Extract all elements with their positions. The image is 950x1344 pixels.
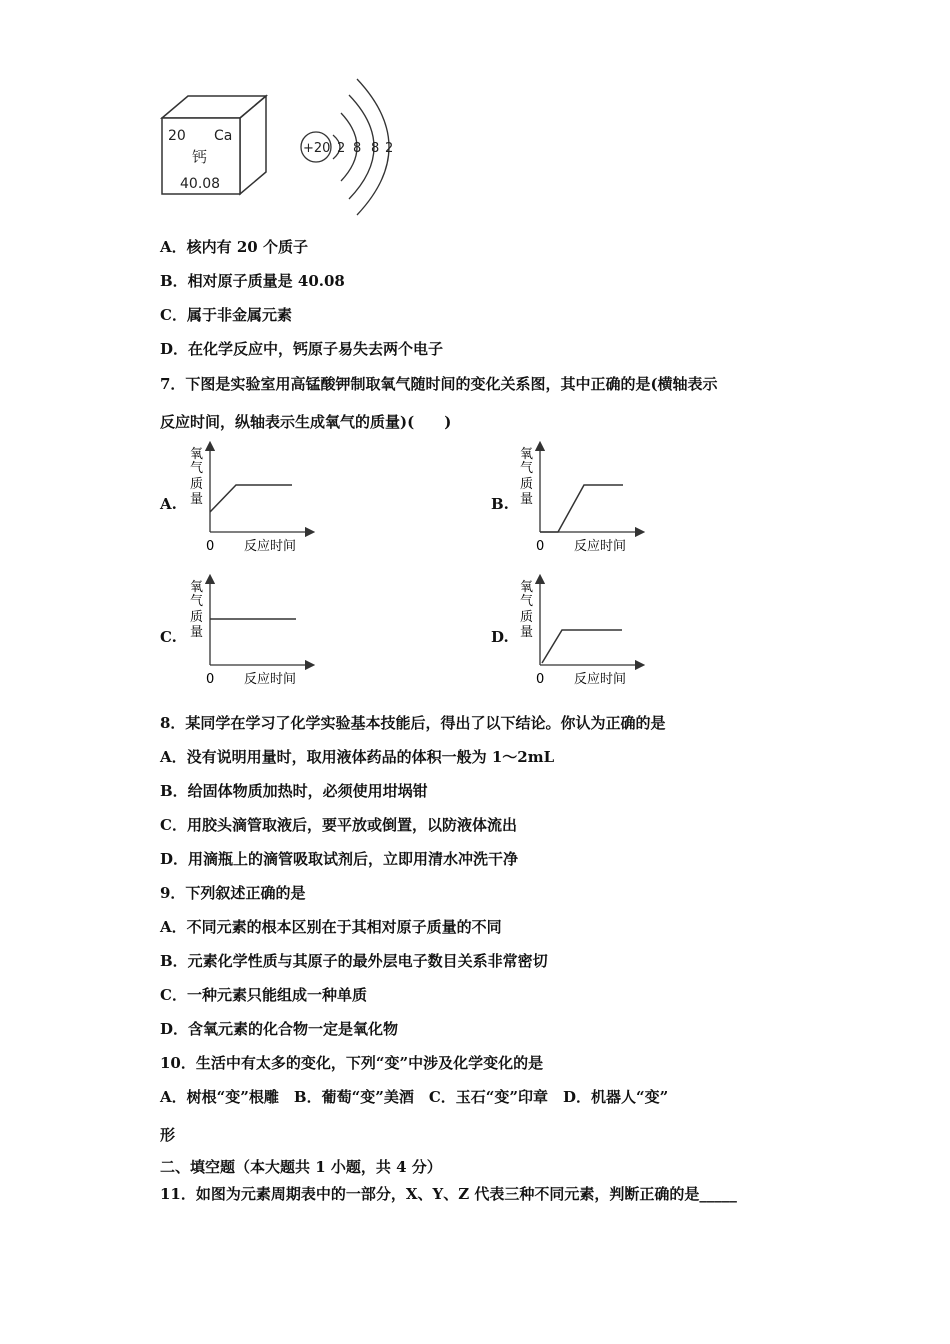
- graph-b-y-label: 质: [520, 477, 534, 492]
- graph-b-y-label: 气: [520, 461, 534, 476]
- q8-option-c: C．用胶头滴管取液后，要平放或倒置，以防液体流出: [160, 816, 517, 834]
- calcium-element-card: [158, 92, 270, 198]
- q9-option-a: A．不同元素的根本区别在于其相对原子质量的不同: [160, 918, 502, 936]
- q9-option-d: D．含氧元素的化合物一定是氧化物: [160, 1020, 399, 1038]
- shell-4-electrons: 2: [385, 141, 394, 156]
- graph-b-origin: 0: [536, 539, 545, 554]
- q6-option-c: C．属于非金属元素: [160, 306, 292, 324]
- q6-option-d: D．在化学反应中，钙原子易失去两个电子: [160, 340, 444, 358]
- q10-stem: 10．生活中有太多的变化，下列“变”中涉及化学变化的是: [160, 1054, 544, 1072]
- q8-stem: 8．某同学在学习了化学实验基本技能后，得出了以下结论。你认为正确的是: [160, 714, 666, 732]
- graph-a-y-label: 气: [190, 461, 204, 476]
- graph-a-label: A.: [160, 495, 177, 513]
- graph-c-label: C.: [160, 628, 177, 646]
- q7-stem-line2: 反应时间，纵轴表示生成氧气的质量)( ): [160, 413, 452, 431]
- graph-c: [180, 573, 320, 691]
- graph-d-origin: 0: [536, 672, 545, 687]
- graph-d-y-label: 氧: [520, 580, 534, 595]
- graph-b-y-label: 氧: [520, 447, 534, 462]
- graph-b-curve: [540, 485, 623, 532]
- graph-c-y-label: 气: [190, 594, 204, 609]
- q6-option-b: B．相对原子质量是 40.08: [160, 272, 345, 290]
- graph-d-y-label: 量: [520, 625, 534, 640]
- graph-b-label: B.: [491, 495, 509, 513]
- q8-option-d: D．用滴瓶上的滴管吸取试剂后，立即用清水冲洗干净: [160, 850, 519, 868]
- shell-2-electrons: 8: [353, 141, 362, 156]
- graph-d-curve: [542, 630, 622, 663]
- q9-option-c: C．一种元素只能组成一种单质: [160, 986, 367, 1004]
- graph-c-origin: 0: [206, 672, 215, 687]
- element-symbol: Ca: [214, 128, 233, 144]
- shell-1-electrons: 2: [337, 141, 346, 156]
- q9-option-b: B．元素化学性质与其原子的最外层电子数目关系非常密切: [160, 952, 548, 970]
- graph-a-x-label: 反应时间: [244, 539, 297, 554]
- q11-stem: 11．如图为元素周期表中的一部分，X、Y、Z 代表三种不同元素，判断正确的是_____: [160, 1185, 737, 1203]
- graph-a-y-label: 量: [190, 492, 204, 507]
- shell-3-electrons: 8: [371, 141, 380, 156]
- graph-d: [510, 573, 650, 691]
- q10-options: A．树根“变”根雕 B．葡萄“变”美酒 C．玉石“变”印章 D．机器人“变”: [160, 1088, 669, 1106]
- graph-a-curve: [210, 485, 292, 512]
- atomic-mass: 40.08: [180, 176, 221, 192]
- element-name: 钙: [192, 148, 208, 166]
- graph-a-y-label: 质: [190, 477, 204, 492]
- graph-c-y-label: 量: [190, 625, 204, 640]
- graph-d-label: D.: [491, 628, 509, 646]
- q10-options-wrap: 形: [160, 1126, 176, 1144]
- graph-c-y-label: 氧: [190, 580, 204, 595]
- section-2-heading: 二、填空题（本大题共 1 小题，共 4 分）: [160, 1158, 442, 1176]
- graph-b: [510, 440, 650, 558]
- q8-option-b: B．给固体物质加热时，必须使用坩埚钳: [160, 782, 428, 800]
- graph-b-y-label: 量: [520, 492, 534, 507]
- graph-d-x-label: 反应时间: [574, 672, 627, 687]
- graph-a-origin: 0: [206, 539, 215, 554]
- nucleus-charge: +20: [303, 141, 331, 156]
- atomic-number: 20: [168, 128, 186, 144]
- graph-d-y-label: 质: [520, 610, 534, 625]
- graph-a-y-label: 氧: [190, 447, 204, 462]
- graph-c-x-label: 反应时间: [244, 672, 297, 687]
- q6-option-a: A．核内有 20 个质子: [160, 238, 308, 256]
- graph-a: [180, 440, 320, 558]
- graph-c-y-label: 质: [190, 610, 204, 625]
- q7-stem-line1: 7．下图是实验室用高锰酸钾制取氧气随时间的变化关系图，其中正确的是(横轴表示: [160, 375, 718, 393]
- q9-stem: 9．下列叙述正确的是: [160, 884, 306, 902]
- calcium-atom-structure-diagram: [295, 75, 405, 225]
- graph-d-y-label: 气: [520, 594, 534, 609]
- q8-option-a: A．没有说明用量时，取用液体药品的体积一般为 1～2mL: [160, 748, 555, 766]
- graph-b-x-label: 反应时间: [574, 539, 627, 554]
